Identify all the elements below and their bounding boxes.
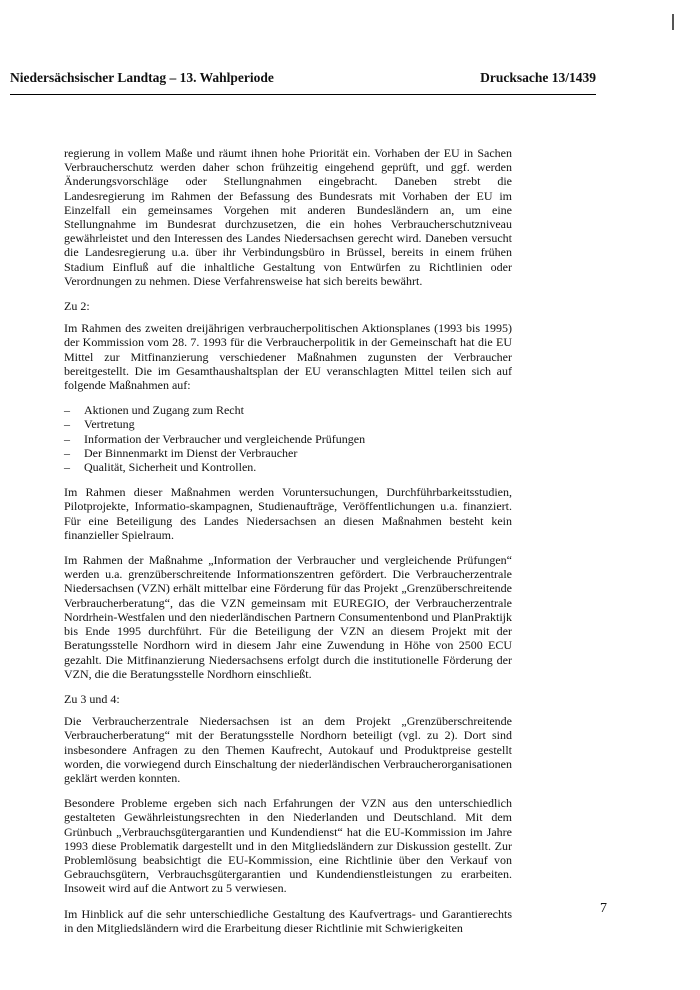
- list-item: – Der Binnenmarkt im Dienst der Verbraucher: [64, 446, 512, 460]
- section-heading-3-4: Zu 3 und 4:: [64, 691, 120, 706]
- paragraph-7: Im Hinblick auf die sehr unterschiedliche Gestaltung des Kaufvertrags- und Garantierechts in den Mitgliedsländern wird die Erarbeitung dieser Richtlinie mit Schwierigkeiten: [64, 906, 512, 935]
- list-item: – Aktionen und Zugang zum Recht: [64, 403, 512, 417]
- measures-list: [64, 403, 512, 474]
- document-body: [64, 146, 512, 946]
- paragraph-5: Die Verbraucherzentrale Niedersachsen ist an dem Projekt „Grenzüberschreitende Verbraucherberatung“ mit der Beratungsstelle Nordhorn beteiligt (vgl. zu 2). Dort sind insbesondere Anfragen zu den Themen Kaufrecht, Autokauf und Produktpreise gestellt worden, die vorwiegend durch Einschaltung der niederländischen Verbraucherorganisationen geklärt werden konnten.: [64, 714, 512, 785]
- paragraph-4: Im Rahmen der Maßnahme „Information der Verbraucher und vergleichende Prüfungen“ werden u.a. grenzüberschreitende Informationszentren gefördert. Die Verbraucherzentrale Niedersachsen (VZN) erhält mittelbar eine Förderung für das Projekt „Grenzüberschreitende Verbraucherberatung“, das die VZN gemeinsam mit EUREGIO, der Verbraucherzentrale Nordrhein-Westfalen und den niederländischen Partnern Consumentenbond und PlanPraktijk bis Ende 1995 durchführt. Für die Beteiligung der VZN an diesem Projekt mit der Beratungsstelle Nordhorn wird in diesem Jahr eine Zuwendung in Höhe von 2500 ECU gezahlt. Die Mitfinanzierung Niedersachsens erfolgt durch die institutionelle Förderung der VZN, die die Beratungsstelle Nordhorn einschließt.: [64, 553, 512, 681]
- paragraph-2: Im Rahmen des zweiten dreijährigen verbraucherpolitischen Aktionsplanes (1993 bis 1995) der Kommission vom 28. 7. 1993 für die Verbraucherpolitik in der Gemeinschaft hat die EU Mittel zur Mitfinanzierung verschiedener Maßnahmen zugunsten der Verbraucher bereitgestellt. Die im Gesamthaushaltsplan der EU veranschlagten Mittel teilen sich auf folgende Maßnahmen auf:: [64, 321, 512, 393]
- list-item: – Vertretung: [64, 417, 512, 431]
- paragraph-1: regierung in vollem Maße und räumt ihnen hohe Priorität ein. Vorhaben der EU in Sachen Verbraucherschutz werden daher schon frühzeitig eingehend geprüft, und ggf. werden Änderungsvorschläge oder Stellungnahmen eingebracht. Daneben strebt die Landesregierung im Rahmen der Befassung des Bundesrats mit Vorhaben der EU im Einzelfall ein gemeinsames Vorgehen mit anderen Bundesländern an, um eine Stellungnahme im Bundesrat durchzusetzen, die ein hohes Verbraucherschutzniveau gewährleistet und den Interessen des Landes Niedersachsen gerecht wird. Daneben versucht die Landesregierung u.a. über ihr Verbindungsbüro in Brüssel, bereits in einem frühen Stadium Einfluß auf die inhaltliche Gestaltung von Entwürfen zu Richtlinien oder Verordnungen zu nehmen. Diese Verfahrensweise hat sich bereits bewährt.: [64, 146, 512, 288]
- header-rule: [10, 94, 596, 95]
- list-item: – Information der Verbraucher und vergleichende Prüfungen: [64, 432, 512, 446]
- scan-corner-mark: [672, 14, 674, 30]
- paragraph-3: Im Rahmen dieser Maßnahmen werden Voruntersuchungen, Durchführbarkeitsstudien, Pilotprojekte, Informatio-skampagnen, Studienaufträge, Veröffentlichungen u.a. finanziert. Für eine Beteiligung des Landes Niedersachsen an diesen Maßnahmen besteht kein finanzieller Spielraum.: [64, 485, 512, 542]
- page-number: 7: [600, 901, 607, 916]
- list-item: – Qualität, Sicherheit und Kontrollen.: [64, 460, 512, 474]
- paragraph-6: Besondere Probleme ergeben sich nach Erfahrungen der VZN aus den unterschiedlich gestalteten Gewährleistungsrechten in den Niederlanden und Deutschland. Mit dem Grünbuch „Verbrauchsgütergarantien und Kundendienst“ hat die EU-Kommission im Jahre 1993 diese Problematik dargestellt und in den Mitgliedsländern zur Diskussion gestellt. Zur Problemlösung beabsichtigt die EU-Kommission, eine Richtlinie über den Verkauf von Gebrauchsgütern, Verbrauchsgütergarantien und Kundendienstleistungen zu erarbeiten. Insoweit wird auf die Antwort zu 5 verwiesen.: [64, 796, 512, 896]
- header-parliament-title: Niedersächsischer Landtag – 13. Wahlperiode: [10, 70, 274, 85]
- header-document-number: Drucksache 13/1439: [480, 70, 596, 85]
- section-heading-2: Zu 2:: [64, 299, 90, 314]
